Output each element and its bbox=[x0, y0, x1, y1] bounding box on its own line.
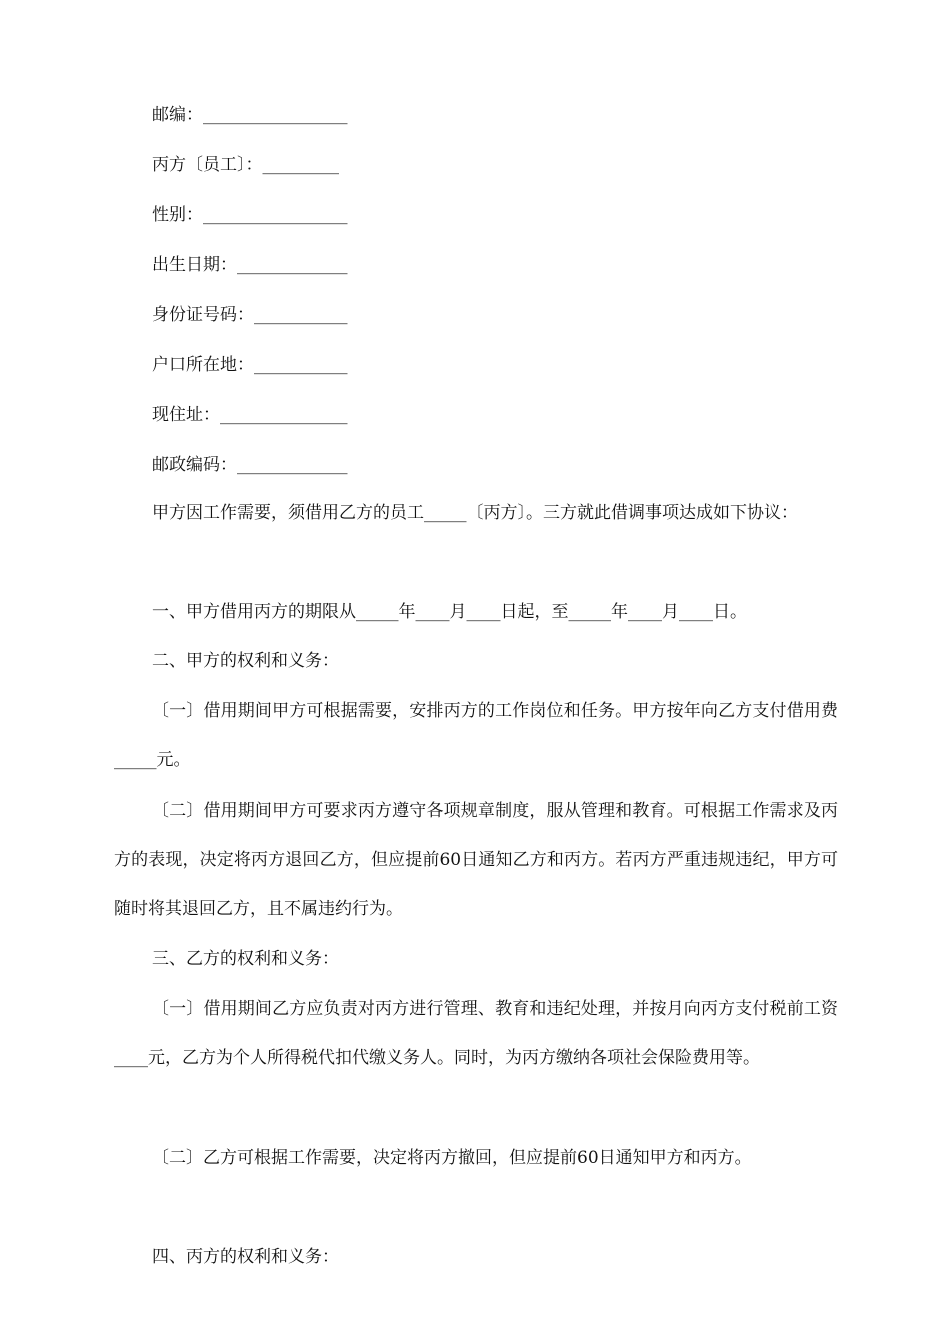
postcode-field bbox=[152, 103, 348, 127]
blank-line: _____________ bbox=[237, 455, 348, 475]
section-3-item-1: 〔一〕借用期间乙方应负责对丙方进行管理、教育和违纪处理，并按月向丙方支付税前工资____元，乙方为个人所得税代扣代缴义务人。同时，为丙方缴纳各项社会保险费用等。 bbox=[114, 999, 838, 1068]
field-label: 丙方〔员工〕： bbox=[152, 155, 263, 175]
section-2-heading: 二、甲方的权利和义务： bbox=[152, 651, 339, 671]
section-2-item-1: 〔一〕借用期间甲方可根据需要，安排丙方的工作岗位和任务。甲方按年向乙方支付借用费_____元。 bbox=[114, 701, 838, 770]
blank-line: _____________ bbox=[237, 255, 348, 275]
field-label: 邮政编码： bbox=[152, 455, 237, 475]
field-label: 出生日期： bbox=[152, 255, 237, 275]
id-number-field bbox=[152, 303, 348, 327]
clause-1-period: 一、甲方借用丙方的期限从_____年____月____日起，至_____年____月____日。 bbox=[152, 602, 747, 622]
section-4-heading: 四、丙方的权利和义务： bbox=[152, 1247, 339, 1267]
household-registration-field bbox=[152, 353, 348, 377]
birth-date-field bbox=[152, 253, 348, 277]
field-label: 现住址： bbox=[152, 405, 220, 425]
blank-line: _________ bbox=[262, 155, 339, 175]
blank-line: _________________ bbox=[203, 205, 348, 225]
field-label: 户口所在地： bbox=[152, 355, 254, 375]
blank-line: ___________ bbox=[254, 355, 348, 375]
field-label: 邮编： bbox=[152, 105, 203, 125]
intro-paragraph: 甲方因工作需要，须借用乙方的员工_____〔丙方〕。三方就此借调事项达成如下协议： bbox=[152, 503, 798, 523]
blank-line: _______________ bbox=[220, 405, 348, 425]
section-3-heading: 三、乙方的权利和义务： bbox=[152, 949, 339, 969]
current-address-field bbox=[152, 403, 348, 427]
blank-line: ___________ bbox=[254, 305, 348, 325]
section-2-item-2: 〔二〕借用期间甲方可要求丙方遵守各项规章制度，服从管理和教育。可根据工作需求及丙方的表现，决定将丙方退回乙方，但应提前60日通知乙方和丙方。若丙方严重违规违纪，甲方可随时将其退回乙方，且不属违约行为。 bbox=[114, 801, 838, 919]
field-label: 性别： bbox=[152, 205, 203, 225]
field-label: 身份证号码： bbox=[152, 305, 254, 325]
postal-code-field bbox=[152, 453, 348, 477]
section-3-item-2: 〔二〕乙方可根据工作需要，决定将丙方撤回，但应提前60日通知甲方和丙方。 bbox=[152, 1148, 752, 1168]
blank-line: _________________ bbox=[203, 105, 348, 125]
party-c-employee-field bbox=[152, 153, 339, 177]
gender-field bbox=[152, 203, 348, 227]
